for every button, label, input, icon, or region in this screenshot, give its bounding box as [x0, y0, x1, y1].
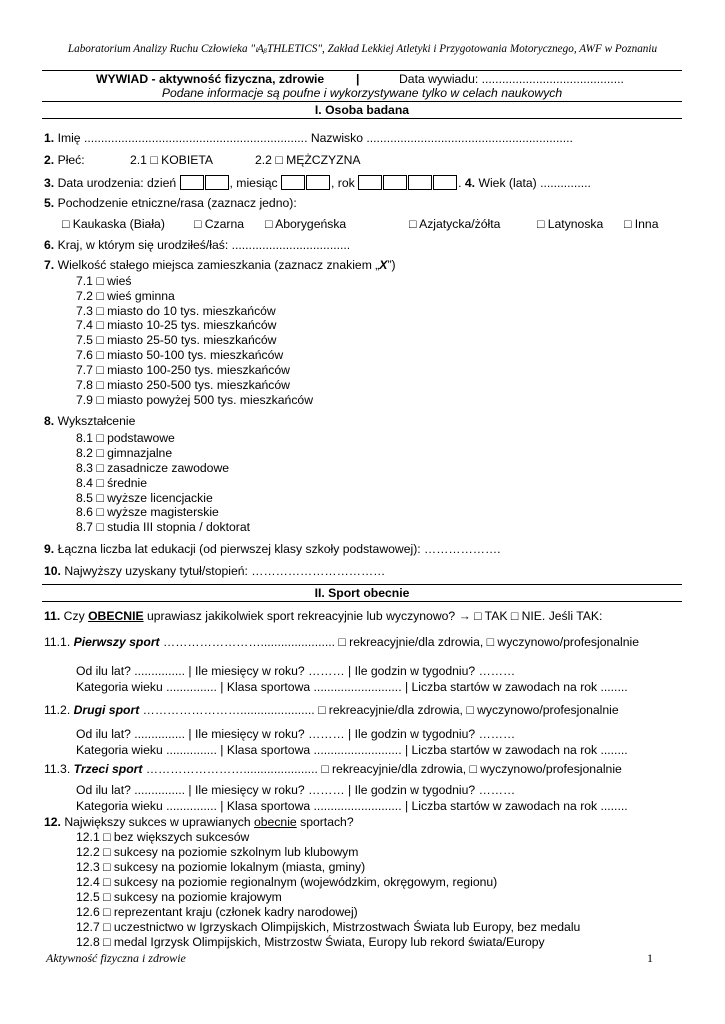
- success-option[interactable]: 12.4 □ sukcesy na poziomie regionalnym (wojewódzkim, okręgowym, regionu): [76, 875, 498, 889]
- q1-name-surname[interactable]: 1. Imię .................................................................. Nazwisko .............................................................: [44, 131, 573, 145]
- sex-option-female[interactable]: 2.1 □ KOBIETA: [130, 153, 213, 167]
- page-header: Laboratorium Analizy Ruchu Człowieka "ₗAᵦTHLETICS", Zakład Lekkiej Atletyki i Przygotowania Motorycznego, AWF w Poznaniu: [67, 43, 658, 55]
- residence-option[interactable]: 7.1 □ wieś: [76, 274, 132, 288]
- sport-2-duration[interactable]: Od ilu lat? ............... | Ile miesięcy w roku? ……… | Ile godzin w tygodniu? ………: [76, 727, 516, 741]
- year-box[interactable]: [408, 175, 432, 190]
- sex-option-male[interactable]: 2.2 □ MĘŻCZYZNA: [255, 153, 361, 167]
- q2-sex: 2. Płeć:: [44, 153, 85, 167]
- confidentiality-note: Podane informacje są poufne i wykorzystywane tylko w celach naukowych: [161, 86, 563, 100]
- month-box[interactable]: [281, 175, 305, 190]
- success-option[interactable]: 12.1 □ bez większych sukcesów: [76, 830, 250, 844]
- q8-education: 8. Wykształcenie: [44, 414, 136, 428]
- month-box[interactable]: [306, 175, 330, 190]
- q6-country[interactable]: 6. Kraj, w którym się urodziłeś/łaś: ...................................: [44, 238, 351, 252]
- education-option[interactable]: 8.4 □ średnie: [76, 476, 148, 490]
- q9-education-years[interactable]: 9. Łączna liczba lat edukacji (od pierwszej klasy szkoły podstawowej): ……………….: [44, 542, 501, 556]
- residence-option[interactable]: 7.7 □ miasto 100-250 tys. mieszkańców: [76, 363, 290, 377]
- success-option[interactable]: 12.5 □ sukcesy na poziomie krajowym: [76, 890, 282, 904]
- sport-2-category[interactable]: Kategoria wieku ............... | Klasa sportowa .......................... | Liczba startów w zawodach na rok ........: [76, 743, 628, 757]
- ethnicity-option[interactable]: □ Inna: [624, 217, 659, 231]
- q5-ethnicity: 5. Pochodzenie etniczne/rasa (zaznacz jedno):: [44, 196, 297, 210]
- education-option[interactable]: 8.1 □ podstawowe: [76, 431, 175, 445]
- ethnicity-option[interactable]: □ Czarna: [194, 217, 245, 231]
- success-option[interactable]: 12.6 □ reprezentant kraju (członek kadry narodowej): [76, 905, 358, 919]
- success-option[interactable]: 12.2 □ sukcesy na poziomie szkolnym lub klubowym: [76, 845, 359, 859]
- year-box[interactable]: [433, 175, 457, 190]
- ethnicity-option[interactable]: □ Kaukaska (Biała): [62, 217, 165, 231]
- divider: [42, 101, 682, 102]
- sport-3-row[interactable]: 11.3. Trzeci sport ……………………...................... □ rekreacyjnie/dla zdrowia, □ wyczynowo/profesjonalnie: [44, 762, 622, 776]
- divider: [42, 601, 682, 602]
- q11-current-sport[interactable]: 11. Czy OBECNIE uprawiasz jakikolwiek sport rekreacyjnie lub wyczynowo? → □ TAK □ NIE. Jeśli TAK:: [44, 609, 603, 623]
- residence-option[interactable]: 7.8 □ miasto 250-500 tys. mieszkańców: [76, 378, 290, 392]
- education-option[interactable]: 8.3 □ zasadnicze zawodowe: [76, 461, 230, 475]
- section-heading-2: II. Sport obecnie: [314, 586, 410, 600]
- divider: [42, 70, 682, 71]
- day-box[interactable]: [205, 175, 229, 190]
- residence-option[interactable]: 7.5 □ miasto 25-50 tys. mieszkańców: [76, 333, 277, 347]
- residence-option[interactable]: 7.9 □ miasto powyżej 500 tys. mieszkańców: [76, 393, 313, 407]
- education-option[interactable]: 8.7 □ studia III stopnia / doktorat: [76, 520, 251, 534]
- success-option[interactable]: 12.8 □ medal Igrzysk Olimpijskich, Mistrzostw Świata, Europy lub rekord świata/Europy: [76, 935, 545, 949]
- sport-3-category[interactable]: Kategoria wieku ............... | Klasa sportowa .......................... | Liczba startów w zawodach na rok ........: [76, 799, 628, 813]
- q12-success: 12. Największy sukces w uprawianych obecnie sportach?: [44, 815, 354, 829]
- sport-3-duration[interactable]: Od ilu lat? ............... | Ile miesięcy w roku? ……… | Ile godzin w tygodniu? ………: [76, 783, 516, 797]
- section-heading-1: I. Osoba badana: [314, 103, 410, 117]
- divider: [42, 584, 682, 585]
- education-option[interactable]: 8.2 □ gimnazjalne: [76, 446, 173, 460]
- ethnicity-option[interactable]: □ Latynoska: [537, 217, 604, 231]
- education-option[interactable]: 8.6 □ wyższe magisterskie: [76, 505, 219, 519]
- sport-1-duration[interactable]: Od ilu lat? ............... | Ile miesięcy w roku? ……… | Ile godzin w tygodniu? ………: [76, 664, 516, 678]
- title-separator: |: [356, 72, 360, 86]
- residence-option[interactable]: 7.3 □ miasto do 10 tys. mieszkańców: [76, 304, 276, 318]
- interview-date-field[interactable]: Data wywiadu: ..........................................: [399, 72, 624, 86]
- form-title: WYWIAD - aktywność fizyczna, zdrowie: [96, 72, 325, 86]
- divider: [42, 118, 682, 119]
- sport-1-category[interactable]: Kategoria wieku ............... | Klasa sportowa .......................... | Liczba startów w zawodach na rok ........: [76, 680, 628, 694]
- page-number: 1: [647, 951, 653, 965]
- footer-title: Aktywność fizyczna i zdrowie: [46, 951, 186, 965]
- sport-2-row[interactable]: 11.2. Drugi sport ……………………...................... □ rekreacyjnie/dla zdrowia, □ wyczynowo/profesjonalnie: [44, 703, 619, 717]
- sport-1-row[interactable]: 11.1. Pierwszy sport ……………………...................... □ rekreacyjnie/dla zdrowia, □ wyczynowo/profesjonalnie: [44, 635, 639, 649]
- q10-degree[interactable]: 10. Najwyższy uzyskany tytuł/stopień: ……………………………: [44, 564, 386, 578]
- q7-residence: 7. Wielkość stałego miejsca zamieszkania (zaznacz znakiem „X”): [44, 258, 396, 272]
- residence-option[interactable]: 7.6 □ miasto 50-100 tys. mieszkańców: [76, 348, 284, 362]
- residence-option[interactable]: 7.4 □ miasto 10-25 tys. mieszkańców: [76, 318, 277, 332]
- success-option[interactable]: 12.3 □ sukcesy na poziomie lokalnym (miasta, gminy): [76, 860, 366, 874]
- education-option[interactable]: 8.5 □ wyższe licencjackie: [76, 491, 213, 505]
- year-box[interactable]: [358, 175, 382, 190]
- success-option[interactable]: 12.7 □ uczestnictwo w Igrzyskach Olimpijskich, Mistrzostwach Świata lub Europy, bez medalu: [76, 920, 581, 934]
- ethnicity-option[interactable]: □ Aborygeńska: [265, 217, 347, 231]
- residence-option[interactable]: 7.2 □ wieś gminna: [76, 289, 175, 303]
- year-box[interactable]: [383, 175, 407, 190]
- q3-birth-date: 3. Data urodzenia: dzień , miesiąc , rok . 4. Wiek (lata) ...............: [44, 176, 591, 190]
- day-box[interactable]: [180, 175, 204, 190]
- ethnicity-option[interactable]: □ Azjatycka/żółta: [409, 217, 501, 231]
- q4-age[interactable]: Wiek (lata) ...............: [478, 176, 591, 190]
